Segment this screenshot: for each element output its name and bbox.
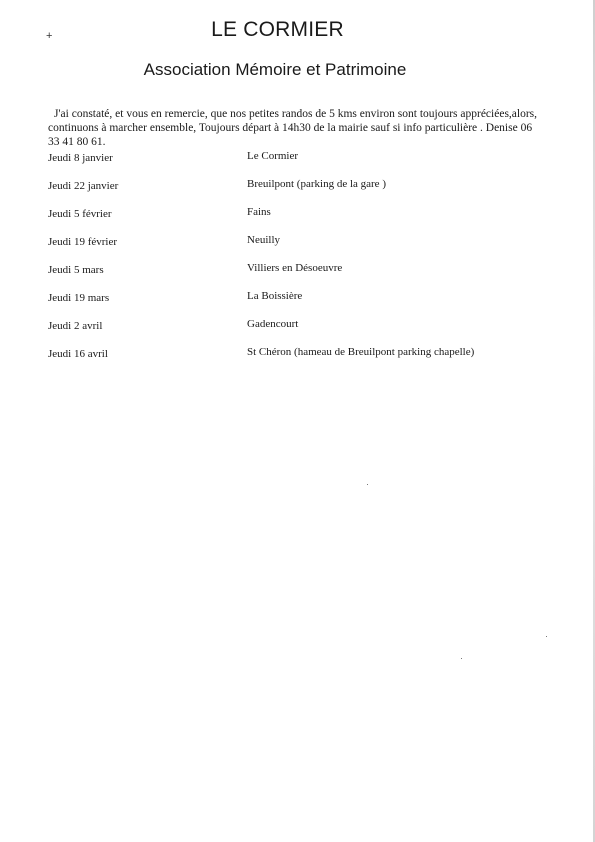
schedule-place: Le Cormier — [247, 150, 299, 162]
schedule-place: Neuilly — [247, 234, 280, 246]
schedule-date: Jeudi 8 janvier — [48, 152, 113, 164]
scan-speck — [546, 636, 547, 637]
intro-paragraph: J'ai constaté, et vous en remercie, que nos petites randos de 5 kms environ sont toujours appréciées,alors, continuons à marcher ensemble, Toujours départ à 14h30 de la mairie sauf si info particulière . Denise 06 33 41 80 61. — [48, 107, 538, 148]
scan-speck — [461, 658, 462, 659]
schedule-row — [48, 318, 548, 346]
schedule-place: Breuilpont (parking de la gare ) — [247, 178, 386, 190]
schedule-row — [48, 150, 548, 178]
schedule-place: St Chéron (hameau de Breuilpont parking chapelle) — [247, 346, 475, 358]
plus-mark: + — [46, 30, 53, 42]
schedule-row — [48, 178, 548, 206]
schedule-date: Jeudi 5 février — [48, 208, 112, 220]
schedule-row — [48, 234, 548, 262]
scan-speck — [367, 484, 368, 485]
schedule-date: Jeudi 19 mars — [48, 292, 110, 304]
schedule-place: Fains — [247, 206, 271, 218]
schedule-date: Jeudi 5 mars — [48, 264, 104, 276]
schedule-row — [48, 346, 548, 374]
schedule-date: Jeudi 16 avril — [48, 348, 108, 360]
schedule-date: Jeudi 2 avril — [48, 320, 103, 332]
schedule-date: Jeudi 22 janvier — [48, 180, 119, 192]
schedule-row — [48, 262, 548, 290]
schedule-place: Gadencourt — [247, 318, 299, 330]
schedule-row — [48, 290, 548, 318]
page-title: LE CORMIER — [211, 18, 344, 41]
walk-schedule — [48, 150, 548, 374]
schedule-date: Jeudi 19 février — [48, 236, 118, 248]
schedule-place: Villiers en Désoeuvre — [247, 262, 343, 274]
schedule-place: La Boissière — [247, 290, 303, 302]
page-subtitle: Association Mémoire et Patrimoine — [143, 60, 407, 79]
schedule-row — [48, 206, 548, 234]
